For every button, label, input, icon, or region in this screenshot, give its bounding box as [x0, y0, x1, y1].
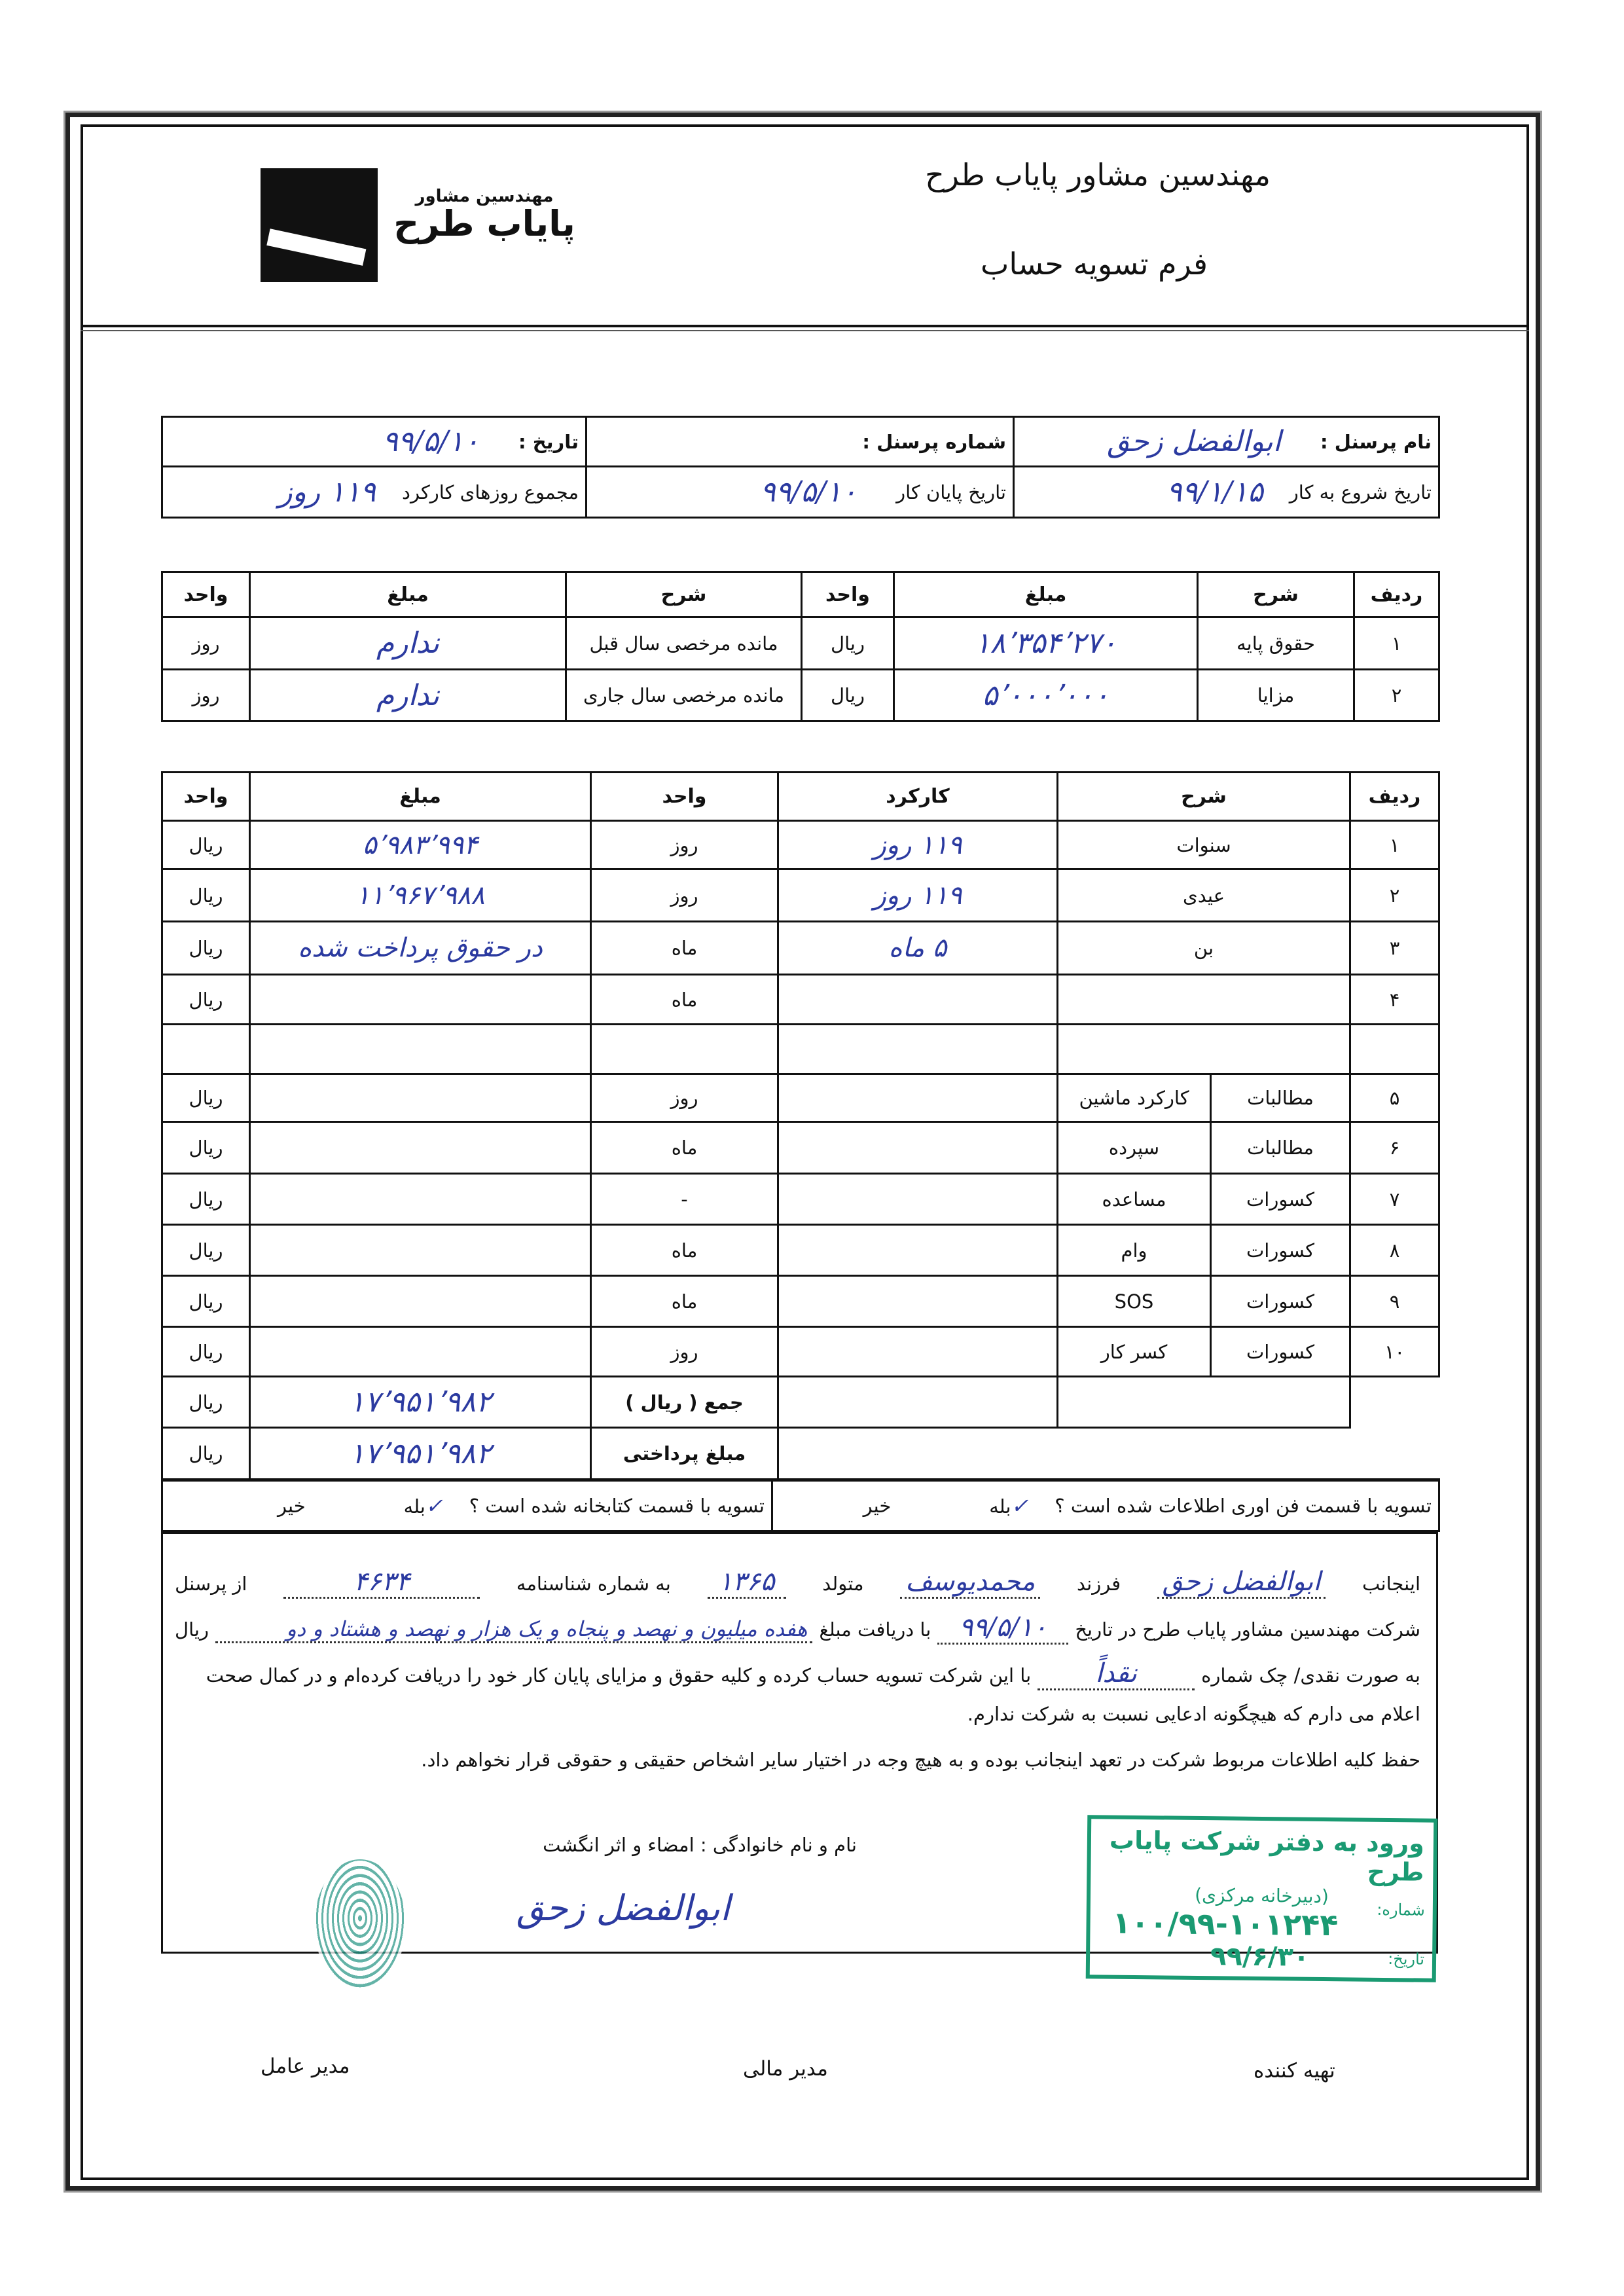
row-work-unit: ماه — [591, 922, 778, 975]
row-amount — [250, 1074, 591, 1122]
end-date-label: تاریخ پایان کار — [896, 481, 1006, 503]
header-amount: مبلغ — [250, 773, 591, 821]
preparer-label: تهیه کننده — [1254, 2059, 1335, 2083]
table-row — [162, 1174, 1439, 1225]
total-row — [162, 1377, 1439, 1428]
table-row — [162, 821, 1439, 869]
row-amount: در حقوق پرداخت شده — [250, 922, 591, 975]
row-no: ۸ — [1350, 1225, 1439, 1276]
stamp-number: ۱۰۰/۹۹-۱۰۱۲۴۴ — [1112, 1904, 1339, 1943]
text: فرزند — [1076, 1573, 1121, 1595]
name-value: ابوالفضل زحق — [1107, 425, 1281, 458]
date-label: تاریخ : — [518, 430, 579, 453]
salary-table — [161, 571, 1440, 722]
row-work — [778, 975, 1058, 1025]
table-row — [162, 975, 1439, 1025]
row-unit: ریال — [162, 821, 250, 869]
settlement-date: ۹۹/۵/۱۰ — [959, 1613, 1047, 1643]
row-work — [778, 1174, 1058, 1225]
row-no: ۹ — [1350, 1276, 1439, 1327]
row-amount — [250, 1174, 591, 1225]
row-desc: عیدی — [1058, 869, 1350, 922]
stamp-date-label: تاریخ: — [1388, 1950, 1425, 1969]
row-amount: ۵٬۹۸۳٬۹۹۴ — [250, 821, 591, 869]
row-unit — [162, 1025, 250, 1074]
text: با دریافت مبلغ — [819, 1618, 931, 1641]
work-days-cell — [162, 467, 586, 518]
row-amount — [250, 1025, 591, 1074]
row-desc — [1058, 1025, 1350, 1074]
row-work-unit: روز — [591, 1327, 778, 1377]
row-desc: حقوق پایه — [1198, 617, 1354, 670]
header-work: کارکرد — [778, 773, 1058, 821]
paid-value: ۱۷٬۹۵۱٬۹۸۲ — [250, 1428, 591, 1480]
it-clearance-cell — [772, 1480, 1439, 1531]
table-row — [162, 922, 1439, 975]
row-amount: ۵٬۰۰۰٬۰۰۰ — [894, 670, 1198, 721]
work-days-value: ۱۱۹ روز — [278, 475, 376, 509]
end-date-value: ۹۹/۵/۱۰ — [760, 475, 857, 509]
table-row — [162, 1122, 1439, 1174]
row-no: ۶ — [1350, 1122, 1439, 1174]
date-value: ۹۹/۵/۱۰ — [382, 425, 480, 458]
row-desc — [1058, 975, 1350, 1025]
row-category: کسورات — [1211, 1174, 1350, 1225]
header-row-no: ردیف — [1354, 572, 1439, 617]
row-no: ۱ — [1354, 617, 1439, 670]
settlement-table — [161, 771, 1440, 1480]
table-row — [162, 617, 1439, 670]
signature-label: نام و نام خانوادگی : امضاء و اثر انگشت — [543, 1834, 857, 1856]
father-name: محمدیوسف — [905, 1567, 1036, 1597]
it-clearance-question: تسویه با قسمت فن اوری اطلاعات شده است ؟ — [1055, 1495, 1432, 1517]
row-no: ۱۰ — [1350, 1327, 1439, 1377]
row-desc: مساعده — [1058, 1174, 1211, 1225]
row-work-unit: - — [591, 1174, 778, 1225]
row-work-unit — [591, 1025, 778, 1074]
form-title: فرم تسویه حساب — [981, 246, 1208, 282]
row-no: ۲ — [1350, 869, 1439, 922]
date-cell — [162, 417, 586, 467]
row-work — [778, 1327, 1058, 1377]
table-row — [162, 1225, 1439, 1276]
header-unit: واحد — [802, 572, 894, 617]
table-row — [162, 670, 1439, 721]
row-desc: کسر کار — [1058, 1327, 1211, 1377]
start-date-value: ۹۹/۱/۱۵ — [1166, 475, 1263, 509]
row-desc: مزایا — [1198, 670, 1354, 721]
paid-row — [162, 1428, 1439, 1480]
row-desc: وام — [1058, 1225, 1211, 1276]
row-amount: ۱۸٬۳۵۴٬۲۷۰ — [894, 617, 1198, 670]
row-desc: سنوات — [1058, 821, 1350, 869]
header-row-no: ردیف — [1350, 773, 1439, 821]
total-value: ۱۷٬۹۵۱٬۹۸۲ — [250, 1377, 591, 1428]
row-amount-2: ندارم — [250, 617, 566, 670]
text: اینجانب — [1362, 1573, 1420, 1595]
row-desc: سپرده — [1058, 1122, 1211, 1174]
table-row — [162, 1025, 1439, 1074]
row-unit: ریال — [162, 922, 250, 975]
name-label: نام پرسنل : — [1320, 430, 1432, 453]
row-work-unit: ماه — [591, 1225, 778, 1276]
row-amount: ۱۱٬۹۶۷٬۹۸۸ — [250, 869, 591, 922]
header-desc-2: شرح — [566, 572, 802, 617]
header-divider — [81, 325, 1529, 331]
clearance-row — [161, 1478, 1440, 1532]
total-unit: ریال — [162, 1377, 250, 1428]
row-unit-2: روز — [162, 617, 250, 670]
company-logo — [261, 168, 378, 282]
row-no: ۵ — [1350, 1074, 1439, 1122]
work-days-label: مجموع روزهای کارکرد — [402, 481, 579, 503]
stamp-date: ۹۹/۶/۳۰ — [1210, 1941, 1310, 1973]
row-work: ۵ ماه — [778, 922, 1058, 975]
personnel-no-label: شماره پرسنل : — [862, 430, 1006, 453]
row-work — [778, 1225, 1058, 1276]
row-amount-2: ندارم — [250, 670, 566, 721]
row-no — [1350, 1025, 1439, 1074]
row-work-unit: ماه — [591, 975, 778, 1025]
header-desc: شرح — [1058, 773, 1350, 821]
logo-subtitle: مهندسین مشاور — [415, 187, 554, 206]
stamp-subtitle: (دبیرخانه مرکزی) — [1195, 1884, 1329, 1908]
row-unit: ریال — [802, 617, 894, 670]
row-desc-2: مانده مرخصی سال جاری — [566, 670, 802, 721]
row-desc: کارکرد ماشین — [1058, 1074, 1211, 1122]
row-no: ۲ — [1354, 670, 1439, 721]
header-unit-2: واحد — [162, 572, 250, 617]
table-row — [162, 869, 1439, 922]
stamp-title: ورود به دفتر شرکت پایاب طرح — [1109, 1825, 1425, 1887]
row-unit: ریال — [162, 1174, 250, 1225]
row-category: مطالبات — [1211, 1074, 1350, 1122]
text: متولد — [822, 1573, 864, 1595]
row-work-unit: روز — [591, 821, 778, 869]
statement-line-1 — [175, 1567, 1420, 1599]
logo-name: پایاب طرح — [393, 203, 575, 244]
row-category: کسورات — [1211, 1225, 1350, 1276]
row-work: ۱۱۹ روز — [778, 869, 1058, 922]
table-row — [162, 1327, 1439, 1377]
row-amount — [250, 1122, 591, 1174]
row-unit: ریال — [162, 1276, 250, 1327]
header-unit: واحد — [162, 773, 250, 821]
row-unit: ریال — [162, 975, 250, 1025]
row-work — [778, 1276, 1058, 1327]
paid-unit: ریال — [162, 1428, 250, 1480]
row-work — [778, 1074, 1058, 1122]
birth-year: ۱۳۶۵ — [718, 1567, 775, 1597]
personnel-no-cell — [586, 417, 1014, 467]
library-clearance-question: تسویه با قسمت کتابخانه شده است ؟ — [469, 1495, 765, 1517]
row-work — [778, 1025, 1058, 1074]
row-unit-2: روز — [162, 670, 250, 721]
text: از پرسنل — [175, 1573, 247, 1595]
row-no: ۴ — [1350, 975, 1439, 1025]
text: به شماره شناسنامه — [516, 1573, 671, 1595]
row-work — [778, 1122, 1058, 1174]
row-work-unit: ماه — [591, 1122, 778, 1174]
table-row — [162, 1276, 1439, 1327]
stamp-number-label: شماره: — [1377, 1900, 1425, 1920]
logo-text — [393, 187, 576, 242]
statement-line-5: حفظ کلیه اطلاعات مربوط شرکت در تعهد اینجانب بوده و به هیچ وجه در اختیار سایر اشخاص حقیقی و حقوقی قرار نخواهم داد. — [421, 1749, 1420, 1771]
fingerprint-icon — [314, 1859, 406, 1990]
row-desc: بن — [1058, 922, 1350, 975]
header-amount-2: مبلغ — [250, 572, 566, 617]
row-amount — [250, 1276, 591, 1327]
statement-line-3 — [175, 1658, 1420, 1690]
row-no: ۷ — [1350, 1174, 1439, 1225]
row-work-unit: روز — [591, 869, 778, 922]
header-desc: شرح — [1198, 572, 1354, 617]
text: شرکت مهندسین مشاور پایاب طرح در تاریخ — [1075, 1618, 1420, 1641]
row-amount — [250, 1225, 591, 1276]
start-date-cell — [1014, 467, 1439, 518]
library-yes-option[interactable]: بله — [403, 1495, 425, 1518]
statement-line-4: اعلام می دارم که هیچگونه ادعایی نسبت به شرکت ندارم. — [967, 1703, 1420, 1725]
header-work-unit: واحد — [591, 773, 778, 821]
row-amount — [250, 975, 591, 1025]
row-category: مطالبات — [1211, 1122, 1350, 1174]
payment-method: نقداً — [1095, 1658, 1137, 1688]
id-number: ۴۶۳۴ — [353, 1567, 410, 1597]
row-desc-2: مانده مرخصی سال قبل — [566, 617, 802, 670]
it-no-option[interactable]: خیر — [863, 1495, 892, 1517]
finance-manager-label: مدیر مالی — [743, 2057, 828, 2081]
library-clearance-cell — [162, 1480, 772, 1531]
table-row — [162, 1074, 1439, 1122]
row-unit: ریال — [162, 1225, 250, 1276]
row-work: ۱۱۹ روز — [778, 821, 1058, 869]
end-date-cell — [586, 467, 1014, 518]
row-category: کسورات — [1211, 1327, 1350, 1377]
paid-label: مبلغ پرداختی — [591, 1428, 778, 1480]
row-no: ۱ — [1350, 821, 1439, 869]
check-icon: ✓ — [1011, 1493, 1029, 1518]
row-desc: SOS — [1058, 1276, 1211, 1327]
text: ریال — [175, 1618, 209, 1641]
start-date-label: تاریخ شروع به کار — [1289, 481, 1432, 503]
row-amount — [250, 1327, 591, 1377]
row-unit: ریال — [162, 1327, 250, 1377]
employee-name: ابوالفضل زحق — [1162, 1567, 1321, 1597]
row-unit: ریال — [162, 1122, 250, 1174]
it-yes-option[interactable]: بله — [989, 1495, 1011, 1518]
row-work-unit: روز — [591, 1074, 778, 1122]
row-no: ۳ — [1350, 922, 1439, 975]
header-amount: مبلغ — [894, 572, 1198, 617]
total-label: جمع ( ریال ) — [591, 1377, 778, 1428]
statement-line-2 — [175, 1613, 1420, 1645]
row-unit: ریال — [802, 670, 894, 721]
library-no-option[interactable]: خیر — [277, 1495, 306, 1517]
signature: ابوالفضل زحق — [516, 1887, 731, 1929]
text: با این شرکت تسویه حساب کرده و کلیه حقوق و مزایای پایان کار خود را دریافت کرده‌ام و در کمال صحت — [206, 1664, 1032, 1686]
row-category: کسورات — [1211, 1276, 1350, 1327]
name-cell — [1014, 417, 1439, 467]
row-work-unit: ماه — [591, 1276, 778, 1327]
row-unit: ریال — [162, 869, 250, 922]
text: به صورت نقدی/ چک شماره — [1201, 1664, 1420, 1686]
personnel-info-table — [161, 416, 1440, 519]
ceo-label: مدیر عامل — [261, 2054, 350, 2078]
company-title: مهندسین مشاور پایاب طرح — [925, 157, 1271, 192]
registration-stamp — [1086, 1815, 1438, 1982]
check-icon: ✓ — [425, 1493, 443, 1518]
row-unit: ریال — [162, 1074, 250, 1122]
amount-in-words: هفده میلیون و نهصد و پنجاه و یک هزار و نهصد و هشتاد و دو — [286, 1616, 808, 1641]
